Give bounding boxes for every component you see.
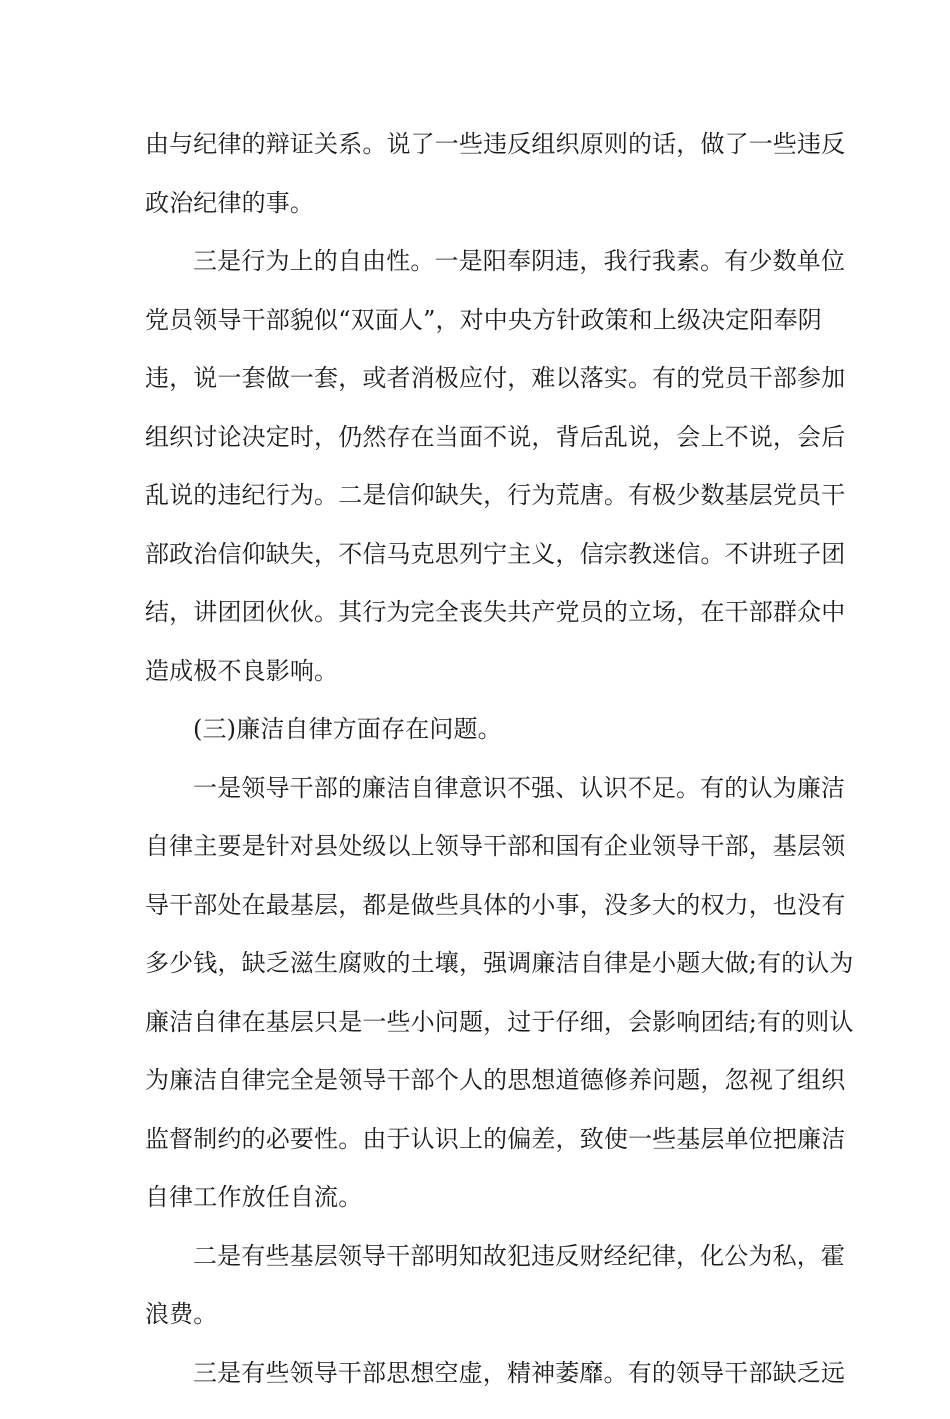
document-body [145, 130, 854, 1419]
text-line: 党员领导干部貌似“双面人”，对中央方针政策和上级决定阳奉阴 [145, 305, 822, 334]
text-line: 多少钱，缺乏滋生腐败的土壤，强调廉洁自律是小题大做;有的认为 [145, 949, 854, 977]
text-line: 政治纪律的事。 [145, 188, 315, 217]
text-line: 监督制约的必要性。由于认识上的偏差，致使一些基层单位把廉洁 [145, 1124, 846, 1153]
text-line: 浪费。 [145, 1300, 218, 1328]
text-line: 部政治信仰缺失，不信马克思列宁主义，信宗教迷信。不讲班子团 [145, 539, 846, 568]
text-line: 廉洁自律在基层只是一些小问题，过于仔细，会影响团结;有的则认 [145, 1007, 854, 1036]
text-line: 为廉洁自律完全是领导干部个人的思想道德修养问题，忽视了组织 [145, 1066, 846, 1094]
text-line: 结，讲团团伙伙。其行为完全丧失共产党员的立场，在干部群众中 [145, 598, 846, 626]
text-line: 自律工作放任自流。 [145, 1183, 363, 1211]
text-line: 导干部处在最基层，都是做些具体的小事，没多大的权力，也没有 [145, 890, 846, 919]
text-line: 违，说一套做一套，或者消极应付，难以落实。有的党员干部参加 [145, 364, 846, 392]
text-line: 自律主要是针对县处级以上领导干部和国有企业领导干部，基层领 [145, 832, 846, 860]
text-line: 乱说的违纪行为。二是信仰缺失，行为荒唐。有极少数基层党员干 [145, 481, 846, 509]
text-line: 造成极不良影响。 [145, 656, 339, 685]
paragraph-start-line: 二是有些基层领导干部明知故犯违反财经纪律，化公为私，霍 [193, 1241, 846, 1270]
paragraph-start-line: 一是领导干部的廉洁自律意识不强、认识不足。有的认为廉洁 [193, 773, 846, 802]
text-line: 由与纪律的辩证关系。说了一些违反组织原则的话，做了一些违反 [145, 130, 846, 158]
section-heading: (三)廉洁自律方面存在问题。 [193, 715, 502, 743]
paragraph-start-line: 三是行为上的自由性。一是阳奉阴违，我行我素。有少数单位 [193, 247, 846, 275]
paragraph-start-line: 三是有些领导干部思想空虚，精神萎靡。有的领导干部缺乏远 [193, 1358, 846, 1387]
text-line: 组织讨论决定时，仍然存在当面不说，背后乱说，会上不说，会后 [145, 422, 846, 451]
